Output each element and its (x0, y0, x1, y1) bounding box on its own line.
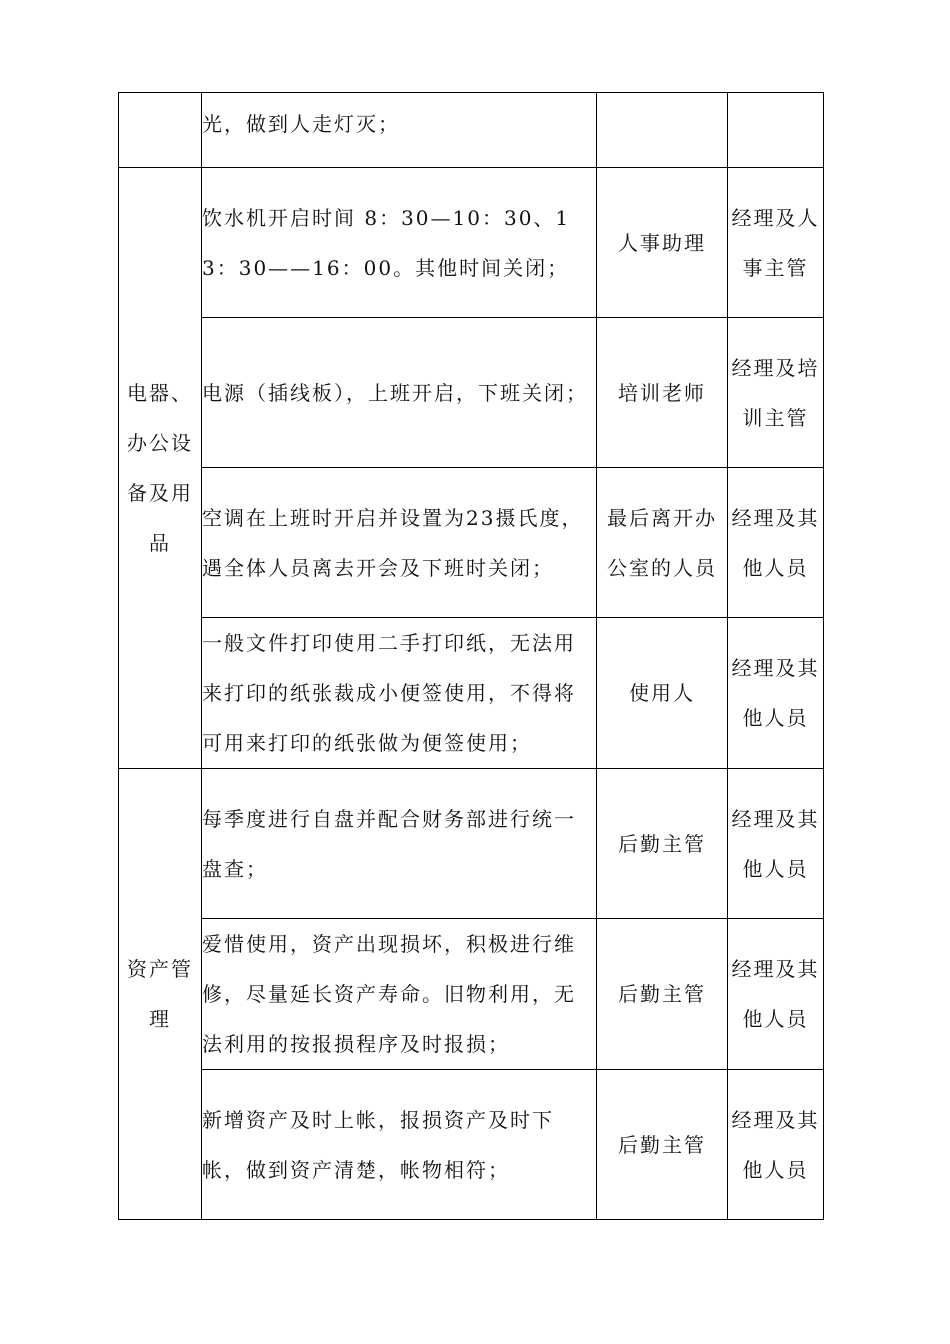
responsible-cell: 使用人 (597, 618, 728, 769)
content-cell: 空调在上班时开启并设置为23摄氏度，遇全体人员离去开会及下班时关闭； (202, 468, 597, 618)
table-row (119, 468, 824, 618)
content-cell: 每季度进行自盘并配合财务部进行统一盘查； (202, 769, 597, 919)
content-cell: 爱惜使用，资产出现损坏，积极进行维修，尽量延长资产寿命。旧物利用，无法利用的按报损程序及时报损； (202, 919, 597, 1070)
responsible-cell: 后勤主管 (597, 919, 728, 1070)
table-row (119, 93, 824, 168)
responsible-cell (597, 93, 728, 168)
supervisor-cell: 经理及其他人员 (728, 769, 824, 919)
regulation-table (118, 92, 824, 1220)
table-row (119, 1070, 824, 1220)
content-cell: 一般文件打印使用二手打印纸，无法用来打印的纸张裁成小便签使用，不得将可用来打印的纸张做为便签使用； (202, 618, 597, 769)
table-row (119, 618, 824, 769)
content-cell: 电源（插线板），上班开启，下班关闭； (202, 318, 597, 468)
supervisor-cell: 经理及培训主管 (728, 318, 824, 468)
supervisor-cell: 经理及其他人员 (728, 919, 824, 1070)
supervisor-cell: 经理及其他人员 (728, 618, 824, 769)
content-cell: 光，做到人走灯灭； (202, 93, 597, 168)
responsible-cell: 人事助理 (597, 168, 728, 318)
table-row (119, 769, 824, 919)
table-row (119, 318, 824, 468)
responsible-cell: 后勤主管 (597, 769, 728, 919)
content-cell: 新增资产及时上帐，报损资产及时下帐，做到资产清楚，帐物相符； (202, 1070, 597, 1220)
category-cell: 电器、办公设备及用品 (119, 168, 202, 769)
category-cell: 资产管理 (119, 769, 202, 1220)
supervisor-cell: 经理及其他人员 (728, 1070, 824, 1220)
table-row (119, 919, 824, 1070)
supervisor-cell (728, 93, 824, 168)
table-row (119, 168, 824, 318)
supervisor-cell: 经理及其他人员 (728, 468, 824, 618)
responsible-cell: 最后离开办公室的人员 (597, 468, 728, 618)
category-cell (119, 93, 202, 168)
responsible-cell: 培训老师 (597, 318, 728, 468)
responsible-cell: 后勤主管 (597, 1070, 728, 1220)
content-cell: 饮水机开启时间 8：30—10：30、13：30——16：00。其他时间关闭； (202, 168, 597, 318)
supervisor-cell: 经理及人事主管 (728, 168, 824, 318)
